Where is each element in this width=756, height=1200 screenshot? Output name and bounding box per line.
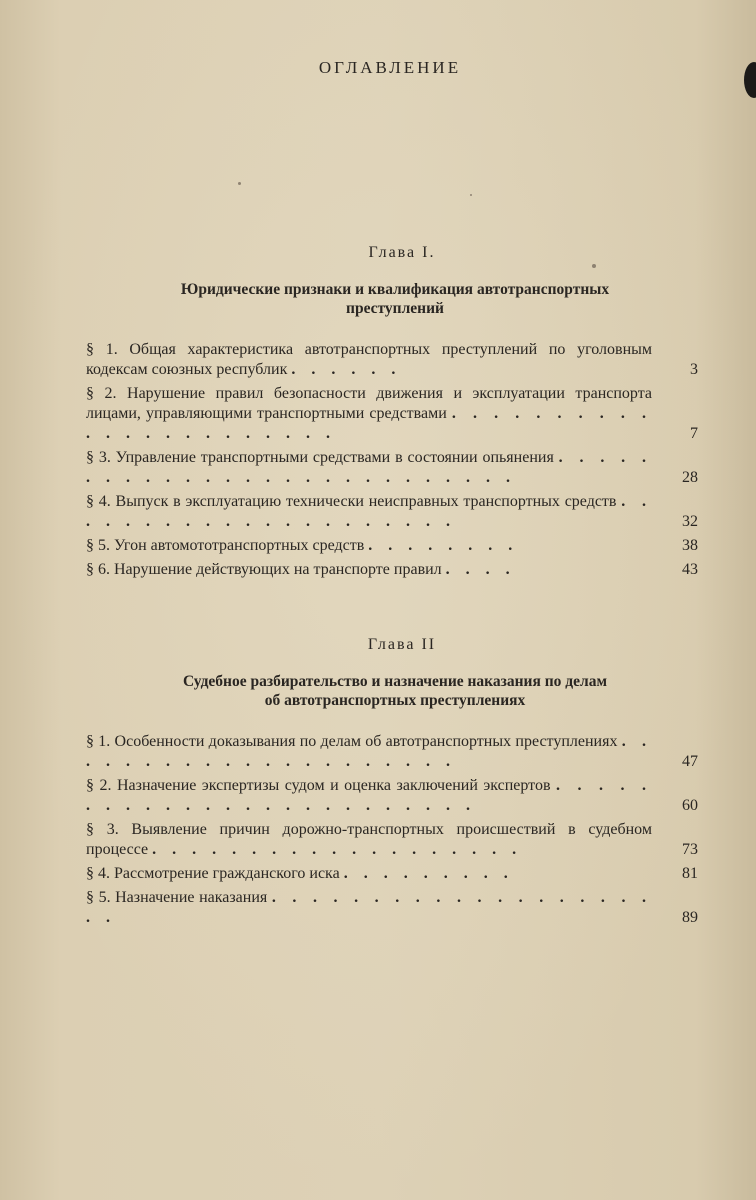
page-number: 38 [682, 537, 698, 554]
toc-entry[interactable]: § 3. Управление транспортными средствами в состоянии опьянения . . . . . . . . . . . . . . . . . . . . . . . . . . . 28 [86, 449, 698, 486]
page-number: 28 [682, 469, 698, 486]
toc-entry[interactable]: § 5. Угон автомототранспортных средств . . . . . . . . 38 [86, 537, 698, 554]
chapter-entries [86, 340, 698, 580]
toc-entry[interactable]: § 1. Общая характеристика автотранспортных преступлений по уголовным кодексам союзных республик . . . . . . 3 [86, 341, 698, 378]
page-number: 43 [682, 561, 698, 578]
page-number: 89 [682, 909, 698, 926]
page-number: 73 [682, 841, 698, 858]
page-number: 60 [682, 797, 698, 814]
chapter-entries [86, 732, 698, 928]
chapter-label: Глава II [367, 636, 437, 653]
toc-entry[interactable]: § 1. Особенности доказывания по делам об автотранспортных преступлениях . . . . . . . . . . . . . . . . . . . . . 47 [86, 733, 698, 770]
chapter-heading: Юридические признаки и квалификация автотранспортных преступлений [180, 281, 610, 317]
toc-entry[interactable]: § 5. Назначение наказания . . . . . . . . . . . . . . . . . . . . . 89 [86, 889, 698, 926]
paper-speck [470, 194, 472, 196]
chapter-heading: Судебное разбирательство и назначение наказания по делам об автотранспортных преступлениях [182, 673, 608, 709]
page-number: 47 [682, 753, 698, 770]
page-number: 81 [682, 865, 698, 882]
page-number: 3 [690, 361, 698, 378]
toc-entry[interactable]: § 2. Нарушение правил безопасности движения и эксплуатации транспорта лицами, управляющими транспортными средствами . . . . . . . . . . . . . . . . . . . . . . . 7 [86, 385, 698, 442]
page-number: 7 [690, 425, 698, 442]
chapter-1 [86, 244, 698, 584]
toc-entry[interactable]: § 4. Рассмотрение гражданского иска . . . . . . . . . 81 [86, 865, 698, 882]
paper-speck [238, 182, 241, 185]
page-number: 32 [682, 513, 698, 530]
toc-entry[interactable]: § 6. Нарушение действующих на транспорте правил . . . . 43 [86, 561, 698, 578]
paper-speck [592, 264, 596, 268]
toc-entry[interactable]: § 4. Выпуск в эксплуатацию технически неисправных транспортных средств . . . . . . . . . . . . . . . . . . . . . 32 [86, 493, 698, 530]
toc-title: ОГЛАВЛЕНИЕ [318, 58, 462, 77]
chapter-label: Глава I. [368, 244, 436, 261]
toc-entry[interactable]: § 2. Назначение экспертизы судом и оценка заключений экспертов . . . . . . . . . . . . . . . . . . . . . . . . . 60 [86, 777, 698, 814]
chapter-2 [86, 636, 698, 932]
toc-entry[interactable]: § 3. Выявление причин дорожно-транспортных происшествий в судебном процессе . . . . . . . . . . . . . . . . . . . 73 [86, 821, 698, 858]
